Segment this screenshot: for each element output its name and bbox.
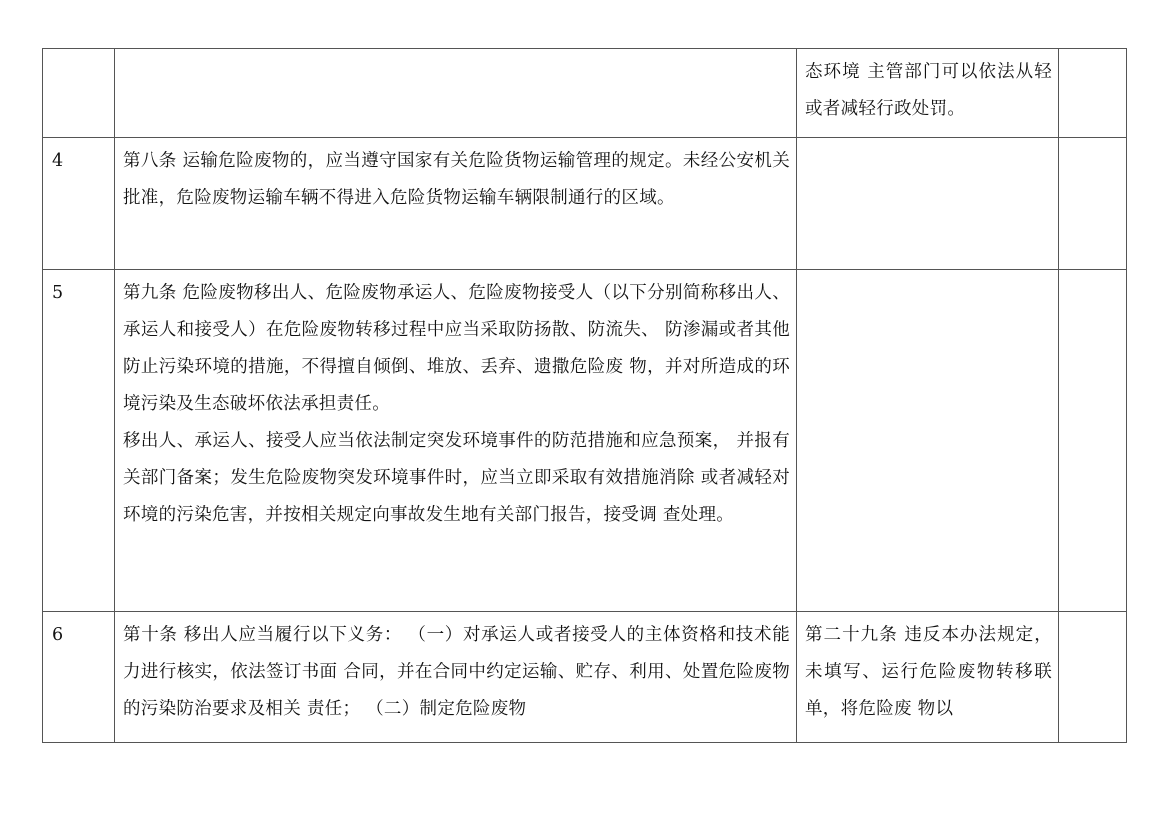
regulation-comparison-table bbox=[42, 48, 1127, 743]
article-paragraph: 移出人、承运人、接受人应当依法制定突发环境事件的防范措施和应急预案， 并报有关部门备案；发生危险废物突发环境事件时，应当立即采取有效措施消除 或者减轻对环境的污染危害，并按相关规定向事故发生地有关部门报告，接受调 查处理。 bbox=[123, 431, 790, 525]
row-number-cell bbox=[43, 270, 115, 612]
row-number: 5 bbox=[52, 283, 64, 303]
row-number: 6 bbox=[52, 625, 64, 645]
table-row bbox=[43, 612, 1127, 743]
penalty-cell bbox=[797, 270, 1059, 612]
penalty-text: 第二十九条 违反本办法规定，未填写、运行危险废物转移联单，将危险废 物以 bbox=[805, 625, 1052, 719]
penalty-text bbox=[797, 138, 1058, 143]
article-paragraph: 第九条 危险废物移出人、危险废物承运人、危险废物接受人（以下分别简称移出人、承运人和接受人）在危险废物转移过程中应当采取防扬散、防流失、 防渗漏或者其他防止污染环境的措施，不得擅自倾倒、堆放、丢弃、遗撒危险废 物，并对所造成的环境污染及生态破坏依法承担责任。 bbox=[123, 283, 790, 414]
article-content-cell bbox=[115, 138, 797, 270]
extra-cell bbox=[1059, 270, 1127, 612]
article-paragraph: 第十条 移出人应当履行以下义务： （一）对承运人或者接受人的主体资格和技术能力进行核实，依法签订书面 合同，并在合同中约定运输、贮存、利用、处置危险废物的污染防治要求及相关 责任； （二）制定危险废物 bbox=[123, 625, 790, 719]
extra-cell bbox=[1059, 138, 1127, 270]
table-row bbox=[43, 49, 1127, 138]
table-row bbox=[43, 138, 1127, 270]
article-content-cell bbox=[115, 270, 797, 612]
penalty-cell bbox=[797, 49, 1059, 138]
row-number: 4 bbox=[52, 151, 64, 171]
penalty-cell bbox=[797, 138, 1059, 270]
row-number-cell bbox=[43, 49, 115, 138]
row-number-cell bbox=[43, 612, 115, 743]
article-paragraph: 第八条 运输危险废物的，应当遵守国家有关危险货物运输管理的规定。未经公安机关批准，危险废物运输车辆不得进入危险货物运输车辆限制通行的区域。 bbox=[123, 151, 790, 208]
penalty-text bbox=[797, 270, 1058, 275]
row-number-cell bbox=[43, 138, 115, 270]
article-content-cell bbox=[115, 612, 797, 743]
extra-cell bbox=[1059, 49, 1127, 138]
table-row bbox=[43, 270, 1127, 612]
penalty-cell bbox=[797, 612, 1059, 743]
row-number bbox=[43, 49, 114, 54]
article-content-cell bbox=[115, 49, 797, 138]
extra-cell bbox=[1059, 612, 1127, 743]
penalty-text: 态环境 主管部门可以依法从轻或者减轻行政处罚。 bbox=[805, 62, 1052, 119]
